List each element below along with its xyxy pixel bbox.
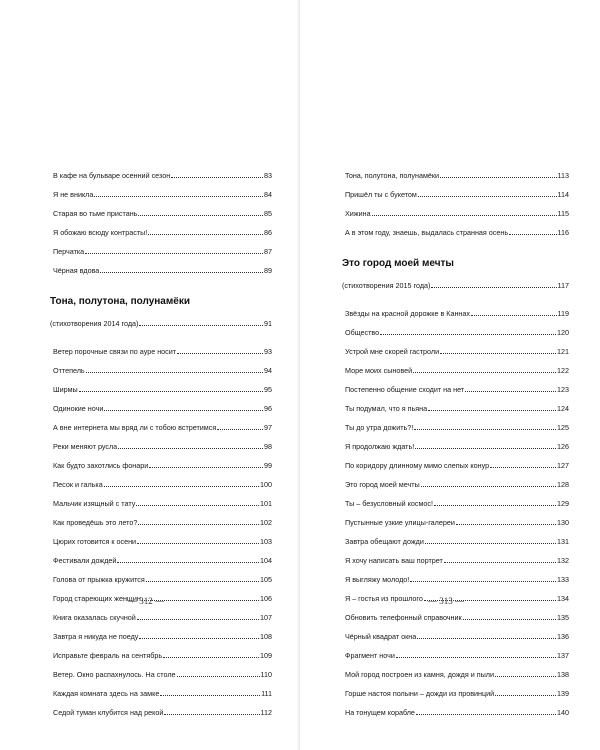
dot-leader [495,676,556,677]
toc-entry [50,679,272,698]
toc-entry-page-number: 107 [260,613,272,622]
toc-entry-page-number: 86 [264,228,272,237]
toc-entry [50,489,272,508]
dot-leader [372,215,557,216]
dot-leader [85,253,263,254]
toc-entry-title: Перчатка [53,247,85,256]
toc-entry-page-number: 83 [264,171,272,180]
toc-entry [342,508,569,527]
toc-entry-title: Постепенно общение сходит на нет [345,385,465,394]
toc-entry [50,375,272,394]
toc-entry-title: Завтра я никуда не поеду [53,632,139,641]
toc-entry [50,470,272,489]
toc-entry-title: Чёрная вдова [53,266,100,275]
toc-entry-title: Тона, полутона, полунамёки [345,171,440,180]
toc-entry [342,641,569,660]
toc-entry-page-number: 113 [557,171,569,180]
dot-leader [137,543,259,544]
section-subtitle-row [342,271,569,290]
toc-entry [50,337,272,356]
page-folio: — 313 — [428,596,464,606]
right-entries-group-1 [342,161,569,237]
dot-leader [434,505,556,506]
toc-entry-page-number: 100 [260,480,272,489]
toc-entry-title: Одинокие ночи [53,404,104,413]
dot-leader [431,287,556,288]
toc-entry-title: Это город моей мечты [345,480,420,489]
left-toc-column [50,161,272,717]
toc-entry [342,218,569,237]
toc-entry-page-number: 140 [557,708,569,717]
toc-entry-title: Книга оказалась скучной [53,613,136,622]
toc-entry-page-number: 130 [557,518,569,527]
toc-entry-title: Как будто захотлись фонари [53,461,149,470]
toc-entry-page-number: 111 [261,689,272,698]
toc-entry-page-number: 122 [557,366,569,375]
toc-entry-page-number: 123 [557,385,569,394]
toc-entry-page-number: 116 [557,228,569,237]
toc-entry [342,161,569,180]
toc-entry-title: Ветер. Окно распахнулось. На столе [53,670,176,679]
toc-entry-page-number: 133 [557,575,569,584]
dot-leader [413,372,556,373]
dot-leader [139,638,259,639]
page-folio: — 312 — [128,596,164,606]
toc-entry-page-number: 137 [557,651,569,660]
toc-entry-title: Пришёл ты с букетом [345,190,417,199]
toc-entry [50,237,272,256]
toc-entry-title: Горше настоя полыни – дожди из провинций [345,689,495,698]
dot-leader [465,391,556,392]
dot-leader [421,486,556,487]
toc-entry-page-number: 115 [557,209,569,218]
dot-leader [217,429,263,430]
toc-entry-title: Оттепель [53,366,85,375]
dot-leader [495,695,556,696]
toc-entry [50,218,272,237]
toc-entry [50,394,272,413]
dot-leader [171,177,263,178]
toc-entry-title: Исправьте февраль на сентябрь [53,651,163,660]
toc-entry-page-number: 126 [557,442,569,451]
toc-entry-page-number: 136 [557,632,569,641]
toc-entry [342,527,569,546]
toc-entry [50,527,272,546]
toc-entry-title: Море моих сыновей [345,366,413,375]
toc-entry [50,565,272,584]
dot-leader [425,543,556,544]
toc-entry [342,679,569,698]
toc-entry-title: Голова от прыжка кружится [53,575,145,584]
section-title: Тона, полутона, полунамёки [50,296,190,307]
toc-entry-title: А в этом году, знаешь, выдалась странная осень [345,228,509,237]
dot-leader [94,196,263,197]
toc-entry-title: Как проведёшь это лето? [53,518,138,527]
toc-entry [50,180,272,199]
right-entries-group-2 [342,299,569,717]
toc-entry [342,432,569,451]
toc-entry-title: Я – гостья из прошлого [345,594,423,603]
toc-entry [50,451,272,470]
toc-entry-title: Город стареющих женщин [53,594,141,603]
toc-entry-title: Ты подумал, что я пьяна [345,404,428,413]
dot-leader [417,638,556,639]
toc-entry-title: Цюрих готовится к осени [53,537,137,546]
toc-entry [50,161,272,180]
toc-entry-page-number: 132 [557,556,569,565]
dot-leader [79,391,263,392]
dot-leader [146,581,259,582]
dot-leader [410,581,556,582]
toc-entry [342,622,569,641]
toc-entry-page-number: 85 [264,209,272,218]
toc-entry-title: Завтра обещают дожди [345,537,424,546]
dot-leader [86,372,263,373]
toc-entry [50,256,272,275]
toc-entry [342,565,569,584]
dot-leader [139,325,263,326]
toc-entry [342,375,569,394]
dot-leader [117,562,259,563]
toc-entry-title: Я выгляжу молодо! [345,575,410,584]
dot-leader [100,272,263,273]
toc-entry-title: Ты до утра дожить?! [345,423,414,432]
toc-entry [342,470,569,489]
toc-entry-page-number: 89 [264,266,272,275]
toc-entry-page-number: 99 [264,461,272,470]
toc-entry-title: Мальчик изящный с тату [53,499,136,508]
toc-entry [342,337,569,356]
left-entries-group-1 [50,161,272,275]
toc-entry-page-number: 94 [264,366,272,375]
section-page-number: 91 [264,319,272,328]
toc-entry-title: Фрагмент ночи [345,651,395,660]
toc-entry-page-number: 87 [264,247,272,256]
dot-leader [380,334,556,335]
toc-entry-title: Каждая комната здесь на замке [53,689,160,698]
toc-entry-page-number: 129 [557,499,569,508]
toc-entry-page-number: 93 [264,347,272,356]
section-title: Это город моей мечты [342,258,454,269]
toc-entry-page-number: 127 [557,461,569,470]
toc-entry-page-number: 106 [260,594,272,603]
toc-entry-title: Я хочу написать ваш портрет [345,556,443,565]
dot-leader [440,177,556,178]
toc-entry [342,394,569,413]
section-subtitle-row [50,309,272,328]
dot-leader [177,676,260,677]
toc-entry-title: Мой город построен из камня, дождя и пыли [345,670,494,679]
toc-entry [50,413,272,432]
toc-entry-page-number: 84 [264,190,272,199]
toc-entry-page-number: 139 [557,689,569,698]
toc-entry-page-number: 105 [260,575,272,584]
toc-entry-page-number: 124 [557,404,569,413]
dot-leader [149,467,263,468]
toc-entry-page-number: 96 [264,404,272,413]
toc-entry-page-number: 97 [264,423,272,432]
toc-entry-page-number: 128 [557,480,569,489]
dot-leader [416,714,556,715]
toc-entry [50,432,272,451]
toc-entry-page-number: 131 [557,537,569,546]
toc-entry-title: Чёрный квадрат окна [345,632,417,641]
dot-leader [160,695,260,696]
left-entries-group-2 [50,337,272,717]
toc-entry-title: В кафе на бульваре осенний сезон [53,171,171,180]
toc-entry-title: Ты – безусловный космос! [345,499,434,508]
toc-entry-page-number: 119 [557,309,569,318]
toc-entry-page-number: 120 [557,328,569,337]
toc-entry-page-number: 121 [557,347,569,356]
dot-leader [471,315,557,316]
toc-entry-page-number: 135 [557,613,569,622]
toc-entry [342,199,569,218]
dot-leader [137,619,259,620]
toc-entry [50,356,272,375]
toc-entry-title: Старая во тьме пристань [53,209,138,218]
dot-leader [163,657,259,658]
toc-entry-page-number: 103 [260,537,272,546]
toc-entry-title: Фестивали дождей [53,556,117,565]
toc-entry [50,546,272,565]
dot-leader [414,429,556,430]
toc-entry [50,660,272,679]
section-subtitle: (стихотворения 2014 года) [50,319,139,328]
toc-entry-title: Общество [345,328,380,337]
toc-entry-page-number: 112 [260,708,272,717]
toc-entry [342,698,569,717]
toc-entry-title: На тонущем корабле [345,708,415,717]
toc-entry-title: Хижина [345,209,371,218]
toc-entry-page-number: 110 [260,670,272,679]
dot-leader [418,196,557,197]
dot-leader [138,215,263,216]
dot-leader [444,562,556,563]
toc-entry-page-number: 109 [260,651,272,660]
dot-leader [118,448,263,449]
dot-leader [509,234,556,235]
toc-entry [342,489,569,508]
toc-entry-title: Ветер порочные связи по ауре носит [53,347,177,356]
toc-entry [342,318,569,337]
dot-leader [415,448,556,449]
toc-entry-title: Седой туман клубится над рекой [53,708,164,717]
section-subtitle: (стихотворения 2015 года) [342,281,431,290]
dot-leader [396,657,556,658]
dot-leader [104,486,259,487]
toc-entry-page-number: 134 [557,594,569,603]
toc-entry-page-number: 108 [260,632,272,641]
toc-entry-page-number: 101 [260,499,272,508]
toc-entry [342,451,569,470]
toc-entry-title: Ширмы [53,385,78,394]
toc-entry-title: Обновить телефонный справочник [345,613,462,622]
dot-leader [164,714,259,715]
toc-entry-page-number: 95 [264,385,272,394]
dot-leader [490,467,556,468]
dot-leader [428,410,556,411]
toc-entry [50,508,272,527]
toc-entry-title: Песок и галька [53,480,103,489]
toc-entry-title: Устрой мне скорей гастроли [345,347,440,356]
dot-leader [136,505,259,506]
right-page [300,0,600,750]
dot-leader [177,353,263,354]
toc-entry-title: Реки меняют русла [53,442,118,451]
toc-entry-title: Пустынные узкие улицы-галереи [345,518,455,527]
toc-entry [342,546,569,565]
toc-entry [342,660,569,679]
dot-leader [440,353,556,354]
toc-entry [342,413,569,432]
toc-entry-title: А вне интернета мы вряд ли с тобою встретимся [53,423,217,432]
toc-entry [50,641,272,660]
toc-entry-page-number: 114 [557,190,569,199]
section-page-number: 117 [557,281,569,290]
toc-entry [50,199,272,218]
toc-entry-page-number: 138 [557,670,569,679]
dot-leader [148,234,263,235]
toc-entry-page-number: 102 [260,518,272,527]
dot-leader [138,524,259,525]
toc-entry [342,356,569,375]
toc-entry-title: По коридору длинному мимо слепых конур [345,461,490,470]
toc-entry [50,698,272,717]
dot-leader [104,410,263,411]
toc-entry-page-number: 125 [557,423,569,432]
toc-entry [342,180,569,199]
toc-entry [342,299,569,318]
dot-leader [456,524,556,525]
toc-entry [50,622,272,641]
toc-entry-page-number: 104 [260,556,272,565]
toc-entry-title: Я обожаю всюду контрасты! [53,228,148,237]
right-toc-column [342,161,569,717]
dot-leader [463,619,556,620]
toc-entry-title: Я не вникла [53,190,94,199]
toc-entry-title: Я продолжаю ждать! [345,442,415,451]
toc-entry-page-number: 98 [264,442,272,451]
toc-entry-title: Звёзды на красной дорожке в Каннах [345,309,470,318]
